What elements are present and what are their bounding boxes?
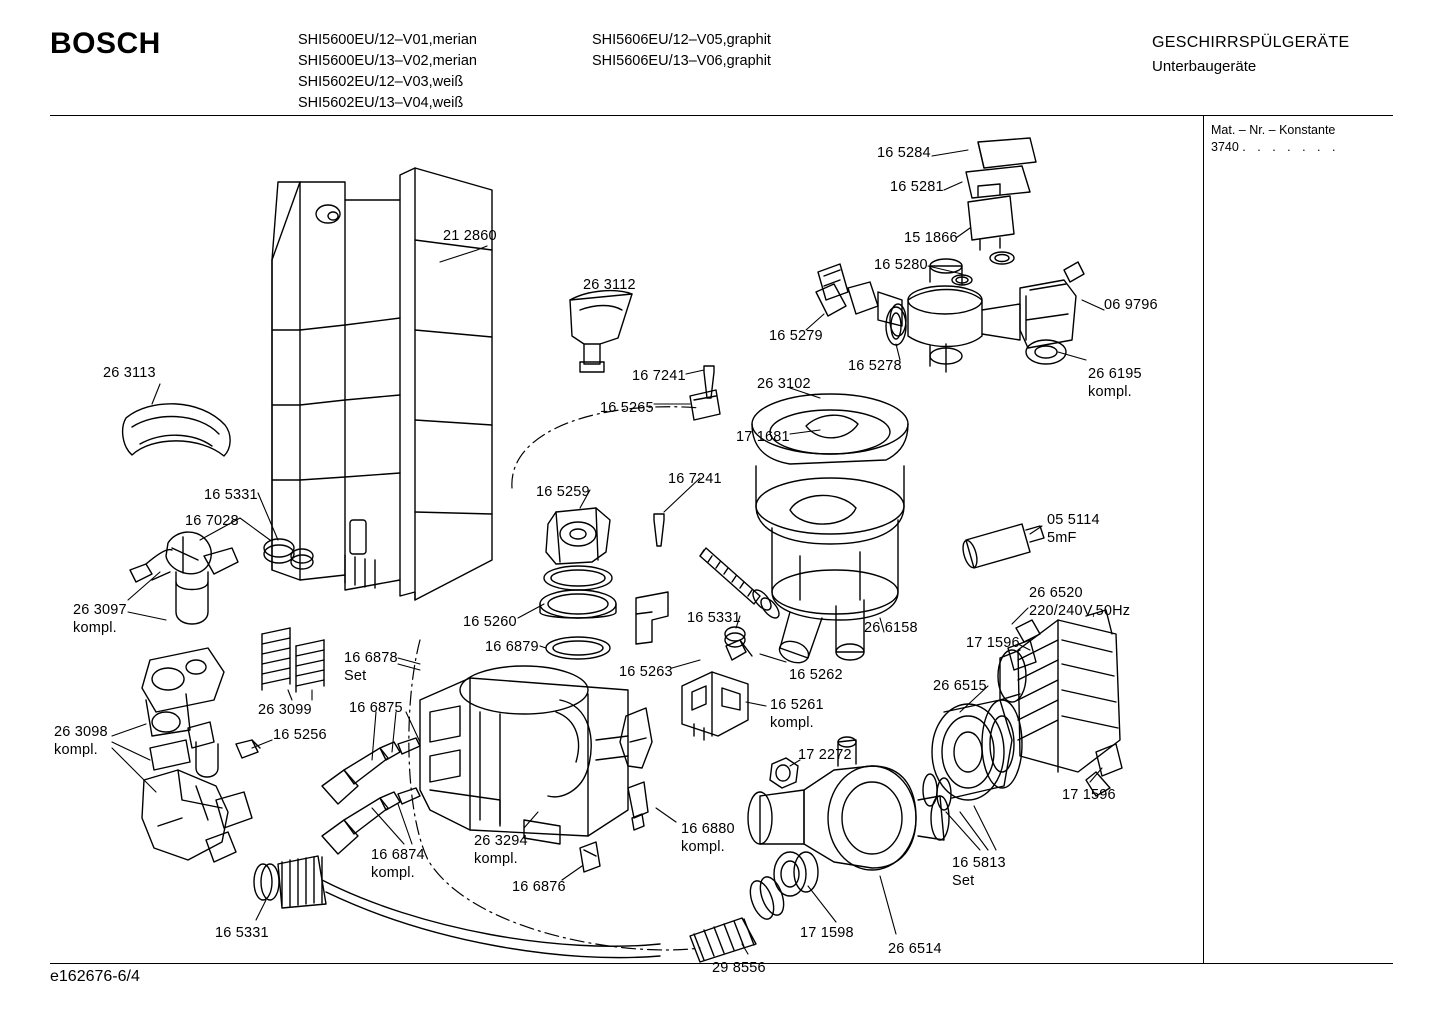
callout-number: 16 6879 — [485, 639, 539, 655]
part-callout-166874 — [371, 847, 425, 882]
callout-number: 16 5331 — [204, 487, 258, 503]
model-list-column-2 — [592, 30, 771, 72]
callout-subtext: Set — [952, 872, 975, 889]
callout-number: 26 3294 — [474, 833, 528, 849]
callout-number: 17 1596 — [1062, 787, 1116, 803]
category-subtitle: Unterbaugeräte — [1152, 58, 1257, 75]
part-callout-166879 — [485, 639, 539, 657]
callout-number: 16 5262 — [789, 667, 843, 683]
part-hose-165331-lower — [254, 856, 660, 958]
callout-number: 16 5281 — [890, 179, 944, 195]
part-callout-263294 — [474, 833, 528, 868]
part-165281 — [966, 166, 1030, 198]
part-assembly-263098 — [142, 648, 252, 862]
callout-number: 16 6875 — [349, 700, 403, 716]
callout-number: 16 5331 — [215, 925, 269, 941]
part-151866 — [968, 184, 1014, 250]
callout-number: 16 5265 — [600, 400, 654, 416]
part-callout-166875 — [349, 700, 403, 718]
callout-subtext: 220/240V,50Hz — [1029, 602, 1131, 619]
part-callout-167241 — [632, 368, 686, 386]
callout-number: 16 5261 — [770, 697, 824, 713]
part-callout-263097 — [73, 602, 127, 637]
material-number-block — [1211, 122, 1339, 156]
callout-number: 26 3099 — [258, 702, 312, 718]
callout-number: 15 1866 — [904, 230, 958, 246]
callout-number: 16 6880 — [681, 821, 735, 837]
part-callout-263098 — [54, 724, 108, 759]
part-166880 — [620, 708, 652, 830]
part-screw-165262 — [726, 640, 752, 660]
callout-number: 26 3098 — [54, 724, 108, 740]
part-rings-165260 — [540, 566, 616, 618]
part-callout-172272 — [798, 747, 852, 765]
part-bracket-165263 — [636, 592, 668, 644]
part-callout-165256 — [273, 727, 327, 745]
mat-nr-value: 3740 — [1211, 140, 1239, 154]
part-callout-165813 — [952, 855, 1006, 890]
callout-number: 16 5280 — [874, 257, 928, 273]
callout-number: 16 5331 — [687, 610, 741, 626]
callout-number: 16 5260 — [463, 614, 517, 630]
part-callout-165263 — [619, 664, 673, 682]
mat-nr-dots: . . . . . . . — [1242, 140, 1340, 154]
callout-number: 16 6874 — [371, 847, 425, 863]
callout-number: 16 5256 — [273, 727, 327, 743]
part-callout-165261 — [770, 697, 824, 732]
callout-number: 26 3102 — [757, 376, 811, 392]
model-list-column-1 — [298, 30, 477, 114]
part-165280 — [952, 252, 1014, 285]
part-assembly-263097 — [130, 532, 238, 624]
part-callout-212860 — [443, 228, 497, 246]
callout-number: 26 3112 — [583, 277, 636, 293]
part-callout-166880 — [681, 821, 735, 856]
part-callout-165278 — [848, 358, 902, 376]
part-switch-165261 — [682, 672, 748, 740]
document-code: e162676-6/4 — [50, 968, 140, 985]
part-266515 — [932, 700, 1022, 800]
mat-nr-value-row — [1211, 139, 1339, 156]
part-callout-165279 — [769, 328, 823, 346]
callout-number: 16 5278 — [848, 358, 902, 374]
callout-number: 16 6876 — [512, 879, 566, 895]
callout-number: 17 1681 — [736, 429, 790, 445]
part-callout-165265 — [600, 400, 654, 418]
part-valve-assembly-266195 — [818, 259, 1084, 372]
model-line: SHI5602EU/12–V03,weiß — [298, 74, 464, 90]
callout-number: 26 3113 — [103, 365, 156, 381]
document-category — [1152, 31, 1349, 79]
side-panel-divider-line — [1203, 115, 1204, 963]
part-callout-171681 — [736, 429, 790, 447]
callout-number: 17 1596 — [966, 635, 1020, 651]
part-clip-165265 — [690, 390, 720, 420]
part-callout-069796 — [1104, 297, 1158, 315]
part-callout-266158 — [864, 620, 918, 638]
part-callout-151866 — [904, 230, 958, 248]
callout-number: 26 6514 — [888, 941, 942, 957]
part-callout-165280 — [874, 257, 928, 275]
callout-subtext: kompl. — [474, 850, 518, 867]
callout-number: 26 6158 — [864, 620, 918, 636]
part-callout-263113 — [103, 365, 156, 383]
part-callout-266515 — [933, 678, 987, 696]
part-callout-263112 — [583, 277, 636, 295]
callout-number: 26 3097 — [73, 602, 127, 618]
part-clip-165256 — [236, 740, 260, 758]
category-title: GESCHIRRSPÜLGERÄTE — [1152, 34, 1350, 51]
part-callout-171596 — [1062, 787, 1116, 805]
callout-number: 16 5279 — [769, 328, 823, 344]
callout-number: 16 6878 — [344, 650, 398, 666]
part-166876 — [580, 842, 600, 872]
callout-number: 26 6515 — [933, 678, 987, 694]
part-callout-266514 — [888, 941, 942, 959]
part-sump-263294 — [420, 666, 628, 844]
callout-subtext: kompl. — [770, 714, 814, 731]
part-springs-263099 — [262, 628, 324, 692]
model-line: SHI5606EU/13–V06,graphit — [592, 53, 771, 69]
callout-number: 16 5813 — [952, 855, 1006, 871]
part-165813-set — [923, 774, 951, 810]
part-handle-263113 — [123, 404, 231, 456]
callout-subtext: kompl. — [681, 838, 725, 855]
part-callout-298556 — [712, 960, 766, 978]
part-capacitor-055114 — [960, 524, 1044, 569]
part-171596-lower — [1096, 744, 1122, 776]
part-callout-166878 — [344, 650, 398, 685]
callout-subtext: kompl. — [1088, 383, 1132, 400]
part-callout-165284 — [877, 145, 931, 163]
model-line: SHI5606EU/12–V05,graphit — [592, 32, 771, 48]
part-callout-166876 — [512, 879, 566, 897]
part-callout-165331 — [687, 610, 741, 628]
leader-lines — [112, 150, 1104, 954]
mat-nr-label: Mat. – Nr. – Konstante — [1211, 123, 1336, 137]
header-divider-line — [50, 115, 1393, 116]
callout-number: 26 6520 — [1029, 585, 1083, 601]
part-callout-266520 — [1029, 585, 1130, 620]
callout-number: 17 2272 — [798, 747, 852, 763]
callout-subtext: Set — [344, 667, 367, 684]
bosch-logo: BOSCH — [50, 27, 161, 60]
callout-number: 16 7241 — [632, 368, 686, 384]
part-165279 — [816, 284, 846, 316]
callout-number: 16 5284 — [877, 145, 931, 161]
part-callout-167028 — [185, 513, 239, 531]
callout-number: 05 5114 — [1047, 512, 1100, 528]
part-callout-165331 — [215, 925, 269, 943]
part-callout-055114 — [1047, 512, 1100, 547]
part-callout-165259 — [536, 484, 590, 502]
callout-number: 06 9796 — [1104, 297, 1158, 313]
part-callout-167241 — [668, 471, 722, 489]
part-gasket-165331-mid — [725, 627, 745, 647]
part-callout-263099 — [258, 702, 312, 720]
callout-number: 16 7241 — [668, 471, 722, 487]
part-165284 — [978, 138, 1036, 168]
part-grommet-165331-upper — [264, 539, 313, 569]
callout-subtext: kompl. — [371, 864, 415, 881]
part-filter-165259 — [546, 508, 610, 564]
part-callout-165260 — [463, 614, 517, 632]
part-callout-266195 — [1088, 366, 1142, 401]
part-callout-171596 — [966, 635, 1020, 653]
part-ring-166879 — [546, 637, 610, 659]
part-screws-166875 — [322, 738, 420, 854]
callout-number: 17 1598 — [800, 925, 854, 941]
part-callout-165262 — [789, 667, 843, 685]
part-hose-298556 — [690, 874, 788, 962]
callout-subtext: kompl. — [73, 619, 117, 636]
callout-number: 16 5263 — [619, 664, 673, 680]
model-line: SHI5600EU/12–V01,merian — [298, 32, 477, 48]
part-callout-263102 — [757, 376, 811, 394]
callout-number: 16 7028 — [185, 513, 239, 529]
part-oring-165278 — [886, 307, 906, 345]
part-screw-167241-a — [704, 366, 714, 398]
part-callout-171598 — [800, 925, 854, 943]
part-screw-167241-b — [654, 514, 664, 546]
callout-subtext: kompl. — [54, 741, 98, 758]
callout-number: 21 2860 — [443, 228, 497, 244]
callout-subtext: 5mF — [1047, 529, 1077, 546]
callout-number: 26 6195 — [1088, 366, 1142, 382]
part-callout-165331 — [204, 487, 258, 505]
callout-number: 29 8556 — [712, 960, 766, 976]
model-line: SHI5602EU/13–V04,weiß — [298, 95, 464, 111]
part-funnel-263112 — [570, 291, 632, 372]
model-line: SHI5600EU/13–V02,merian — [298, 53, 477, 69]
part-callout-165281 — [890, 179, 944, 197]
part-nut-172272 — [770, 758, 798, 788]
callout-number: 16 5259 — [536, 484, 590, 500]
